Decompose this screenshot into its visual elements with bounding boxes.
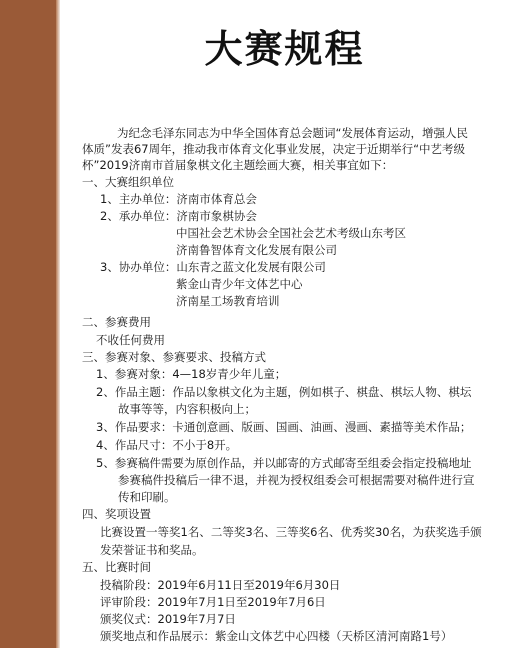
- requirement-item: 故事等等，内容积极向上；: [118, 402, 256, 416]
- intro-line: 体质”发表67周年，推动我市体育文化事业发展，决定于近期举行“中艺考级: [82, 142, 466, 156]
- section-heading: 三、参赛对象、参赛要求、投稿方式: [82, 350, 266, 364]
- intro-line: 为纪念毛泽东同志为中华全国体育总会题词“发展体育运动，增强人民: [117, 126, 468, 140]
- requirement-item: 参赛稿件投稿后一律不退，并视为授权组委会可根据需要对稿件进行宣: [118, 473, 475, 487]
- section-heading: 二、参赛费用: [82, 315, 151, 329]
- organizer-unit-extra: 中国社会艺术协会全国社会艺术考级山东考区: [176, 226, 406, 240]
- section-heading: 五、比赛时间: [82, 560, 151, 574]
- host-unit: 1、主办单位：济南市体育总会: [100, 192, 257, 206]
- section-heading: 一、大赛组织单位: [82, 175, 174, 189]
- schedule-line: 颁奖地点和作品展示：紫金山文体艺中心四楼（天桥区清河南路1号）: [100, 629, 453, 643]
- requirement-item: 1、参赛对象：4—18岁青少年儿童；: [96, 367, 287, 381]
- requirement-item: 传和印刷。: [118, 490, 176, 504]
- intro-line: 杯”2019济南市首届象棋文化主题绘画大赛，相关事宜如下：: [82, 158, 394, 172]
- award-text: 发荣誉证书和奖品。: [100, 543, 204, 557]
- award-text: 比赛设置一等奖1名、二等奖3名、三等奖6名、优秀奖30名，为获奖选手颁: [100, 525, 482, 539]
- requirement-item: 3、作品要求：卡通创意画、版画、国画、油画、漫画、素描等美术作品；: [96, 420, 472, 434]
- section-heading: 四、奖项设置: [82, 507, 151, 521]
- fee-text: 不收任何费用: [96, 333, 165, 347]
- requirement-item: 2、作品主题：作品以象棋文化为主题，例如棋子、棋盘、棋坛人物、棋坛: [96, 385, 472, 399]
- decorative-spine: [0, 0, 56, 648]
- requirement-item: 5、参赛稿件需要为原创作品，并以邮寄的方式邮寄至组委会指定投稿地址: [96, 456, 472, 470]
- requirement-item: 4、作品尺寸：不小于8开。: [96, 438, 238, 452]
- schedule-line: 颁奖仪式：2019年7月7日: [100, 612, 236, 626]
- coorganizer-unit: 3、协办单位：山东青之蓝文化发展有限公司: [100, 260, 326, 274]
- coorganizer-unit-extra: 济南星工场教育培训: [176, 294, 280, 308]
- schedule-line: 评审阶段：2019年7月1日至2019年7月6日: [100, 595, 326, 609]
- organizer-unit-extra: 济南鲁智体育文化发展有限公司: [176, 243, 337, 257]
- organizer-unit: 2、承办单位：济南市象棋协会: [100, 209, 257, 223]
- coorganizer-unit-extra: 紫金山青少年文体艺中心: [176, 277, 303, 291]
- document-page: [60, 0, 509, 648]
- schedule-line: 投稿阶段：2019年6月11日至2019年6月30日: [100, 578, 341, 592]
- page-title: 大赛规程: [204, 27, 365, 71]
